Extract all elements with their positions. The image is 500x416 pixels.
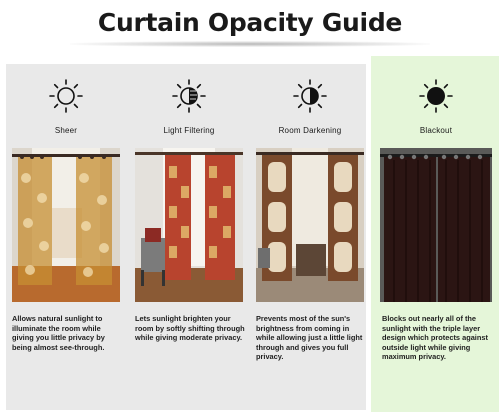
column-description: Blocks out nearly all of the sunlight with the triple layer design which protects against outside light while giving maximum privacy. — [382, 314, 488, 362]
page-title: Curtain Opacity Guide — [97, 8, 403, 37]
column-label: Blackout — [419, 126, 453, 135]
sheer-curtain-photo — [12, 148, 120, 302]
light-filtering-curtain-photo — [135, 148, 243, 302]
half-sun-icon — [171, 78, 207, 114]
column-label: Room Darkening — [278, 126, 342, 135]
half-sun-filled-icon — [292, 78, 328, 114]
column-description: Prevents most of the sun's brightness from coming in while allowing just a little light through and gives you full privacy. — [256, 314, 363, 362]
column-label: Sheer — [54, 126, 78, 135]
sun-outline-icon — [48, 78, 84, 114]
column-label: Light Filtering — [163, 126, 215, 135]
column-sheer — [8, 64, 124, 410]
room-darkening-curtain-photo — [256, 148, 364, 302]
title-underline-shadow — [70, 41, 430, 47]
column-light-filtering — [131, 64, 247, 410]
column-blackout — [374, 58, 498, 410]
blackout-curtain-photo — [380, 148, 492, 302]
column-description: Allows natural sunlight to illuminate the room while giving you little privacy by being almost see-through. — [12, 314, 105, 352]
column-description: Lets sunlight brighten your room by softly shifting through while giving moderate privacy. — [135, 314, 245, 343]
column-room-darkening — [252, 64, 368, 410]
sun-filled-icon — [418, 78, 454, 114]
